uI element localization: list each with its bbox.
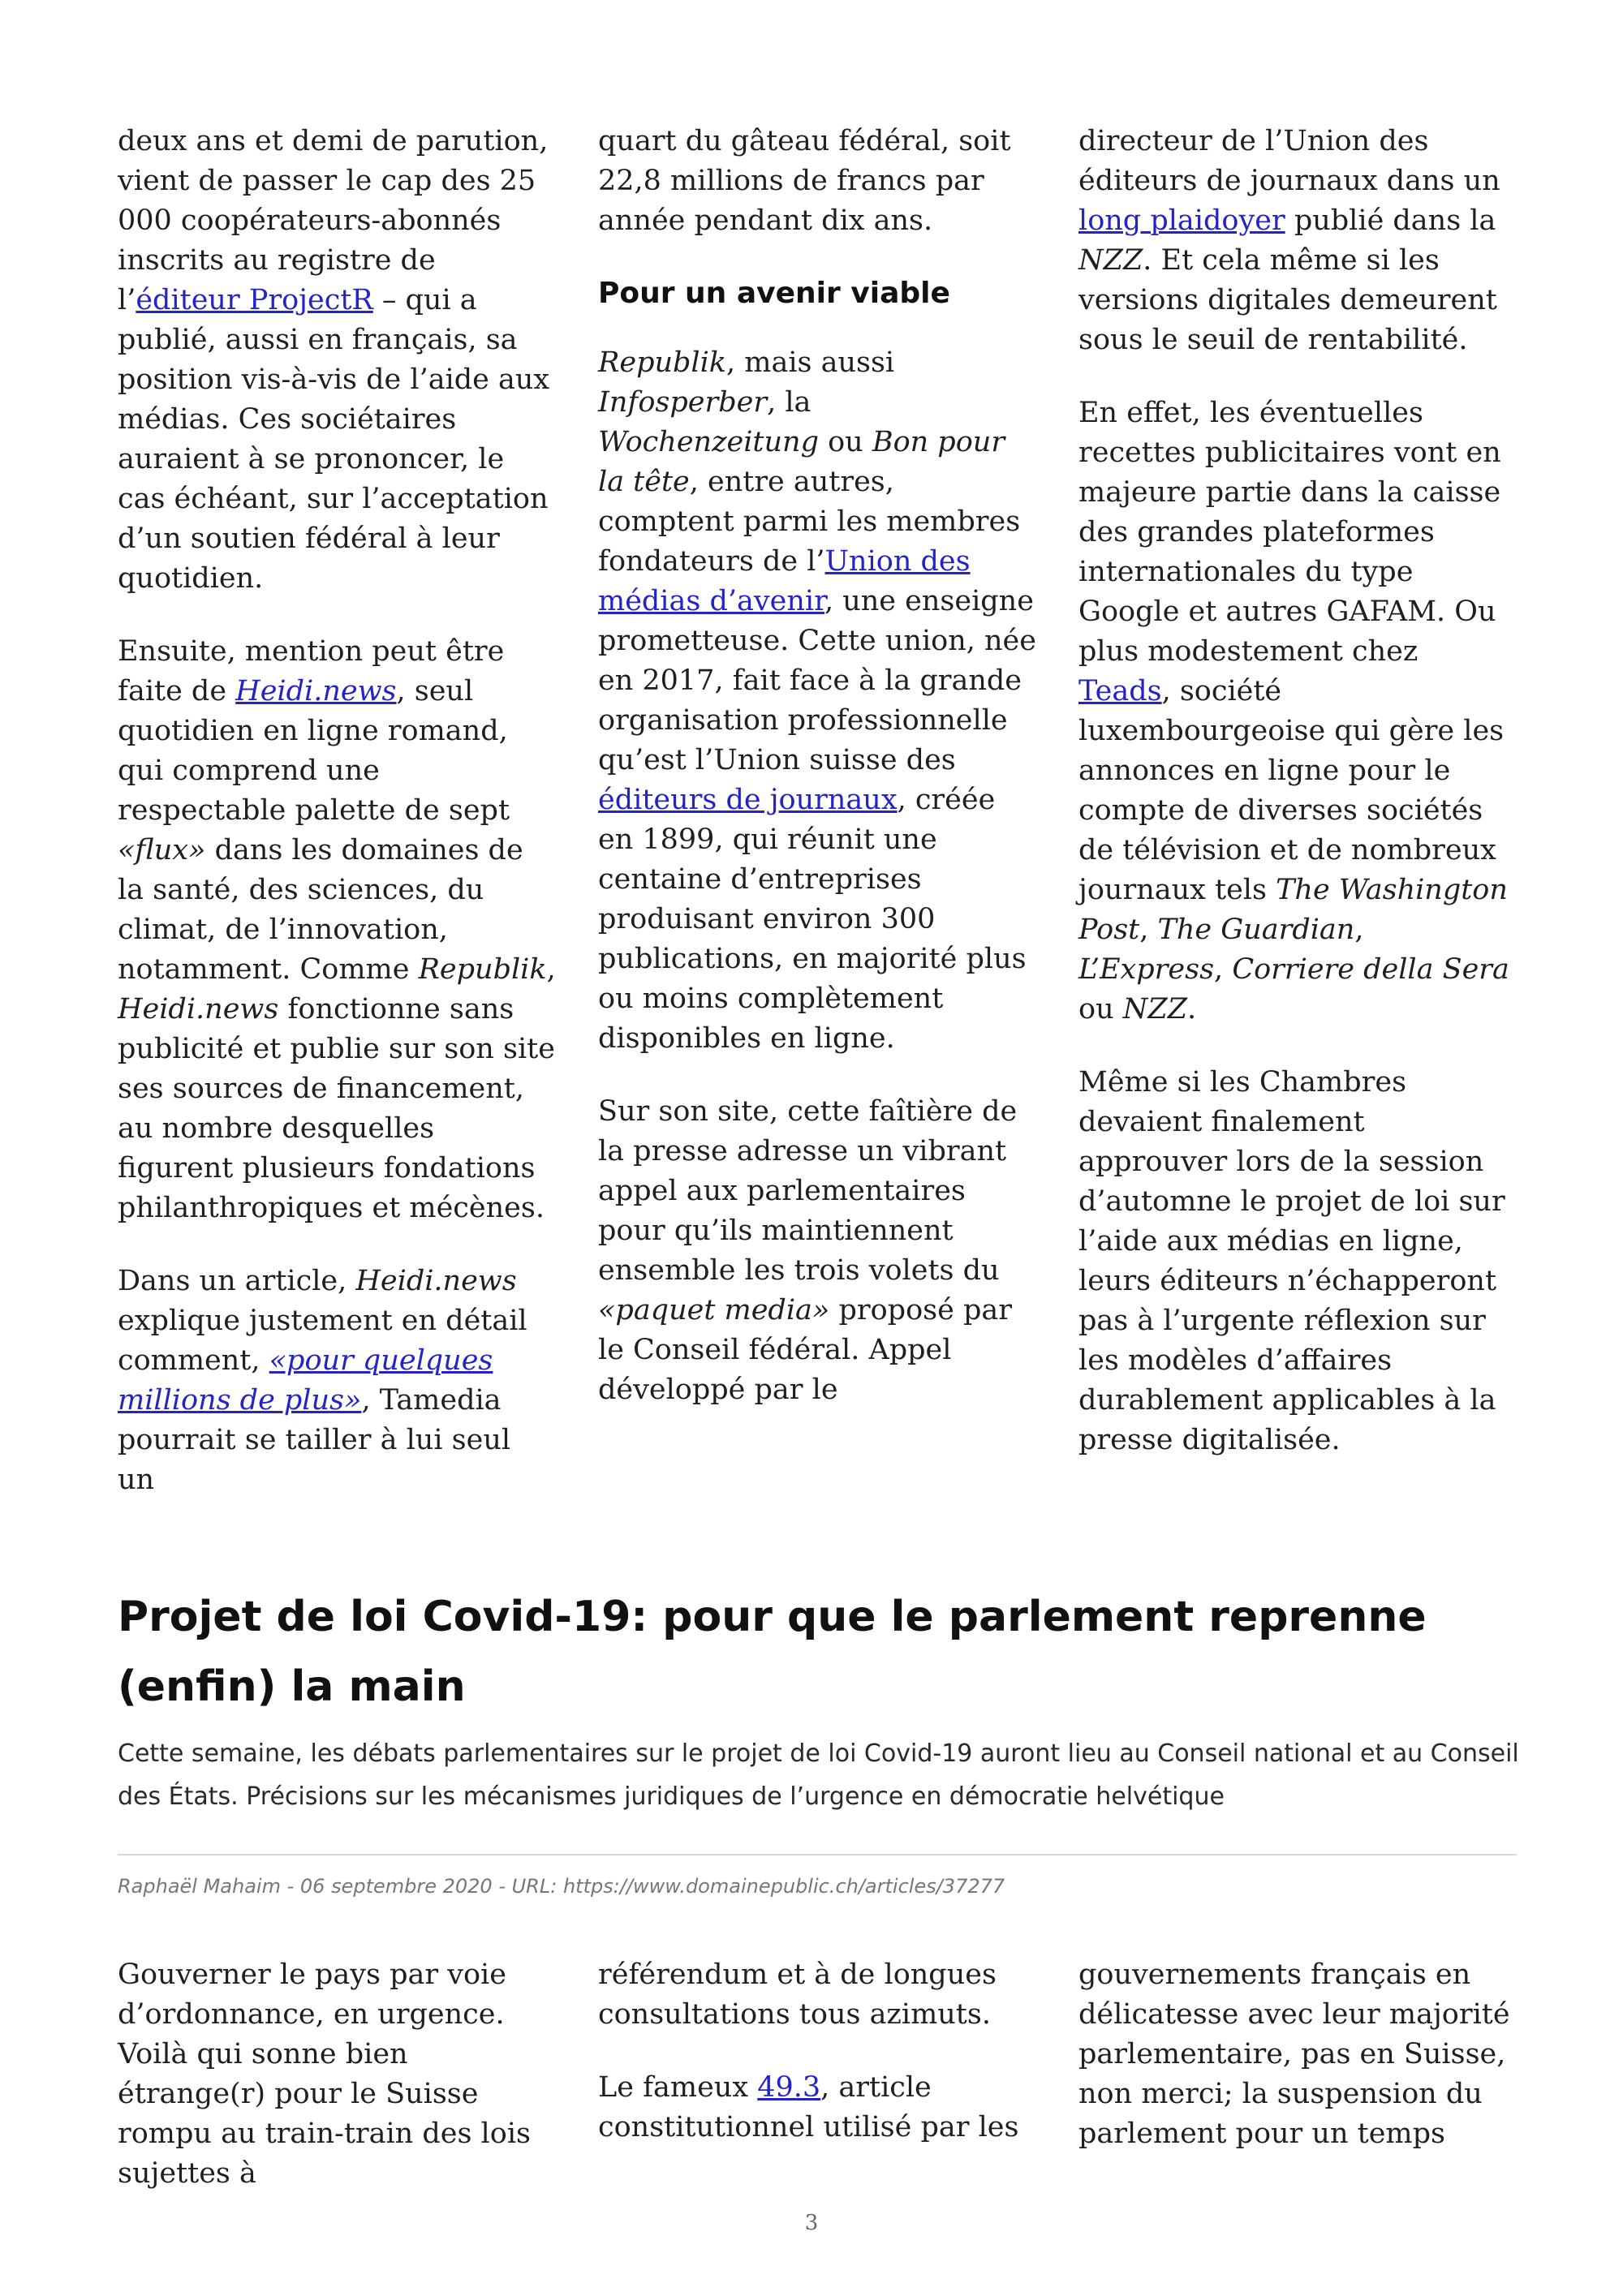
link-pour-quelques-millions[interactable]: «pour quelques millions de plus» bbox=[118, 1344, 493, 1417]
italic-text: Republik bbox=[418, 953, 547, 986]
column-2 bbox=[598, 122, 1036, 1500]
paragraph: Même si les Chambres devaient finalement approuver lors de la session d’automne le projet de loi sur l’aide aux médias en ligne, leurs éditeurs n’échapperont pas à l’urgente réflexion sur les modèles d’affaires durablement applicables à la presse digitalisée. bbox=[1078, 1066, 1505, 1456]
article-body-top bbox=[118, 122, 1517, 1500]
column-1 bbox=[118, 122, 556, 1500]
italic-text: Infosperber bbox=[598, 386, 768, 419]
link-49-3[interactable]: 49.3 bbox=[757, 2071, 821, 2104]
article-lede: Cette semaine, les débats parlementaires sur le projet de loi Covid-19 auront lieu au Conseil national et au Conseil des États. Précisions sur les mécanismes juridiques de l’urgence en démocratie helvétique bbox=[118, 1739, 1519, 1811]
paragraph bbox=[118, 632, 556, 1228]
paragraph bbox=[1078, 393, 1517, 1030]
section-heading: Pour un avenir viable bbox=[598, 277, 950, 310]
text-run: , article constitutionnel utilisé par les bbox=[598, 2071, 1019, 2143]
paragraph bbox=[118, 122, 556, 599]
text-run: , une enseigne prometteuse. Cette union, née en 2017, fait face à la grande organisation professionnelle qu’est l’Union suisse des bbox=[598, 585, 1036, 776]
paragraph bbox=[598, 2068, 1036, 2148]
italic-text: Corriere della Sera bbox=[1232, 953, 1509, 986]
text-run: dans les domaines de la santé, des sciences, du climat, de l’innovation, notamment. Comme bbox=[118, 834, 523, 986]
italic-text: Wochenzeitung bbox=[598, 426, 819, 458]
text-run: En effet, les éventuelles recettes publicitaires vont en majeure partie dans la caisse des grandes plateformes internationales du type Google et autres GAFAM. Ou plus modestement chez bbox=[1078, 397, 1501, 668]
italic-text: «paquet media» bbox=[598, 1294, 830, 1326]
paragraph: quart du gâteau fédéral, soit 22,8 millions de francs par année pendant dix ans. bbox=[598, 125, 1011, 237]
link-long-plaidoyer[interactable]: long plaidoyer bbox=[1078, 204, 1285, 237]
paragraph bbox=[598, 1092, 1036, 1410]
page-number: 3 bbox=[804, 2211, 819, 2235]
italic-text: Republik bbox=[598, 346, 727, 379]
text-run: , bbox=[546, 953, 556, 986]
text-run: explique justement en détail comment, bbox=[118, 1305, 527, 1377]
text-run: , la bbox=[767, 386, 812, 419]
text-run: , bbox=[1354, 914, 1364, 946]
italic-text: The Washington Post bbox=[1078, 874, 1508, 946]
link-heidi-news[interactable]: Heidi.news bbox=[235, 675, 397, 707]
paragraph bbox=[118, 1262, 556, 1500]
text-run: proposé par le Conseil fédéral. Appel développé par le bbox=[598, 1294, 1012, 1406]
text-run: directeur de l’Union des éditeurs de journaux dans un bbox=[1078, 125, 1500, 197]
column-1 bbox=[118, 1955, 556, 2194]
italic-text: NZZ bbox=[1078, 244, 1143, 277]
paragraph bbox=[598, 343, 1036, 1059]
link-teads[interactable]: Teads bbox=[1078, 675, 1162, 707]
paragraph: référendum et à de longues consultations tous azimuts. bbox=[598, 1958, 997, 2031]
link-union-medias-avenir[interactable]: Union des médias d’avenir bbox=[598, 545, 971, 617]
column-3 bbox=[1078, 122, 1517, 1500]
text-run: , bbox=[1214, 953, 1233, 986]
italic-text: The Guardian bbox=[1157, 914, 1355, 946]
text-run: deux ans et demi de parution, vient de passer le cap des 25 000 coopérateurs-abonnés inscrits au registre de l’ bbox=[118, 125, 549, 316]
text-run: Sur son site, cette faîtière de la presse adresse un vibrant appel aux parlementaires pour qu’ils maintiennent ensemble les trois volets du bbox=[598, 1095, 1018, 1287]
text-run: , mais aussi bbox=[726, 346, 895, 379]
paragraph: Gouverner le pays par voie d’ordonnance, en urgence. Voilà qui sonne bien étrange(r) pour le Suisse rompu au train-train des lois sujettes à bbox=[118, 1958, 531, 2190]
divider bbox=[118, 1854, 1517, 1855]
italic-text: Bon pour la tête bbox=[598, 426, 1005, 498]
article-title: Projet de loi Covid-19: pour que le parlement reprenne (enfin) la main bbox=[118, 1593, 1427, 1711]
text-run: Dans un article, bbox=[118, 1265, 356, 1297]
article-meta: Raphaël Mahaim - 06 septembre 2020 - URL: https://www.domainepublic.ch/articles/37277 bbox=[118, 1875, 1005, 1898]
text-run: ou bbox=[818, 426, 872, 458]
article-body-bottom bbox=[118, 1955, 1517, 2194]
italic-text: L’Express bbox=[1078, 953, 1215, 986]
link-editeur-projectr[interactable]: éditeur ProjectR bbox=[136, 284, 373, 316]
paragraph bbox=[1078, 122, 1517, 360]
italic-text: Heidi.news bbox=[355, 1265, 517, 1297]
italic-text: Heidi.news bbox=[118, 993, 279, 1025]
text-run: publié dans la bbox=[1285, 204, 1496, 237]
text-run: . bbox=[1187, 993, 1197, 1025]
italic-text: NZZ bbox=[1122, 993, 1188, 1025]
text-run: , entre autres, comptent parmi les membres fondateurs de l’ bbox=[598, 466, 1021, 578]
text-run: , seul quotidien en ligne romand, qui comprend une respectable palette de sept bbox=[118, 675, 510, 827]
text-run: fonctionne sans publicité et publie sur son site ses sources de financement, au nombre desquelles figurent plusieurs fondations philanthropiques et mécènes. bbox=[118, 993, 555, 1224]
column-3 bbox=[1078, 1955, 1517, 2194]
text-run: Le fameux bbox=[598, 2071, 758, 2104]
text-run: , société luxembourgeoise qui gère les annonces en ligne pour le compte de diverses sociétés de télévision et de nombreux journaux tels bbox=[1078, 675, 1505, 906]
text-run: , bbox=[1139, 914, 1158, 946]
italic-text: «flux» bbox=[118, 834, 206, 866]
link-editeurs-de-journaux[interactable]: éditeurs de journaux bbox=[598, 784, 898, 816]
text-run: ou bbox=[1078, 993, 1123, 1025]
text-run: , créée en 1899, qui réunit une centaine d’entreprises produisant environ 300 publications, en majorité plus ou moins complètement disponibles en ligne. bbox=[598, 784, 1027, 1055]
paragraph: gouvernements français en délicatesse avec leur majorité parlementaire, pas en Suisse, non merci; la suspension du parlement pour un temps bbox=[1078, 1958, 1510, 2150]
text-run: Ensuite, mention peut être faite de bbox=[118, 635, 505, 707]
text-run: , Tamedia pourrait se tailler à lui seul un bbox=[118, 1384, 511, 1496]
text-run: – qui a publié, aussi en français, sa position vis-à-vis de l’aide aux médias. Ces sociétaires auraient à se prononcer, le cas échéant, sur l’acceptation d’un soutien fédéral à leur quotidien. bbox=[118, 284, 550, 595]
text-run: . Et cela même si les versions digitales demeurent sous le seuil de rentabilité. bbox=[1078, 244, 1497, 356]
column-2 bbox=[598, 1955, 1036, 2194]
